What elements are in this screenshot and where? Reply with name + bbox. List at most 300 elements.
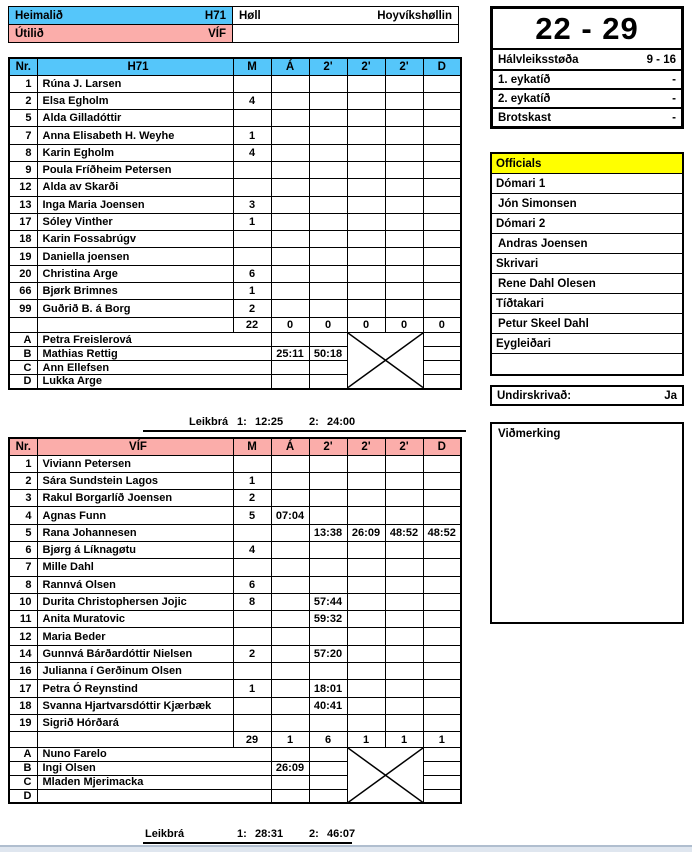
column-header: 2' <box>309 58 347 75</box>
totals-empty-cell <box>9 732 37 748</box>
stat-cell: 40:41 <box>309 697 347 714</box>
stat-cell <box>233 611 271 628</box>
column-header: 2' <box>385 438 423 455</box>
totals-cell: 1 <box>385 732 423 748</box>
column-header: Nr. <box>9 438 37 455</box>
leikbra-label: Leikbrá <box>189 416 229 428</box>
column-header: Nr. <box>9 58 37 75</box>
player-row <box>9 455 461 472</box>
penalty-throws-value: - <box>672 111 676 124</box>
player-number: 18 <box>9 697 37 714</box>
stat-cell <box>385 714 423 731</box>
bench-stat-cell <box>271 375 309 389</box>
stat-cell: 6 <box>233 265 271 282</box>
stat-cell: 2 <box>233 645 271 662</box>
stat-cell <box>385 490 423 507</box>
stat-cell <box>347 490 385 507</box>
bench-stat-cell <box>309 333 347 347</box>
stat-cell <box>385 300 423 317</box>
signature-value: Ja <box>664 389 677 402</box>
stat-cell <box>271 196 309 213</box>
hall-empty-cell <box>233 25 459 43</box>
overtime2-value: - <box>672 92 676 105</box>
bench-official-row <box>9 333 461 347</box>
totals-empty-cell <box>37 732 233 748</box>
player-name: Rana Johannesen <box>37 524 233 541</box>
player-name: Rúna J. Larsen <box>37 75 233 92</box>
player-name: Agnas Funn <box>37 507 233 524</box>
player-row <box>9 697 461 714</box>
bench-stat-cell <box>271 361 309 375</box>
stat-cell: 18:01 <box>309 680 347 697</box>
player-number: 1 <box>9 75 37 92</box>
player-name: Maria Beder <box>37 628 233 645</box>
stat-cell <box>385 507 423 524</box>
bench-stat-cell <box>423 761 461 775</box>
stat-cell <box>423 179 461 196</box>
player-row <box>9 144 461 161</box>
home-label: Heimalið <box>15 9 63 22</box>
stat-cell <box>271 265 309 282</box>
player-name: Bjørg á Líknagøtu <box>37 541 233 558</box>
stat-cell <box>233 714 271 731</box>
stat-cell: 1 <box>233 283 271 300</box>
leikbra-half2-value: 24:00 <box>327 416 356 428</box>
stat-cell <box>385 248 423 265</box>
totals-empty-cell <box>9 317 37 333</box>
column-header: Á <box>271 438 309 455</box>
stat-cell <box>385 576 423 593</box>
stat-cell <box>347 283 385 300</box>
totals-cell: 0 <box>385 317 423 333</box>
player-row <box>9 110 461 127</box>
remarks-box <box>490 422 684 624</box>
player-row <box>9 161 461 178</box>
stat-cell <box>271 576 309 593</box>
leikbra-half2-label: 2: <box>309 828 319 840</box>
leikbra-half2-label: 2: <box>309 416 319 428</box>
player-number: 10 <box>9 593 37 610</box>
player-number: 4 <box>9 507 37 524</box>
stat-cell: 4 <box>233 92 271 109</box>
roster-header-row <box>9 438 461 455</box>
player-name: Julianna í Gerðinum Olsen <box>37 663 233 680</box>
stat-cell <box>233 628 271 645</box>
bench-stat-cell <box>423 747 461 761</box>
stat-cell <box>423 472 461 489</box>
bench-stat-cell <box>271 789 309 803</box>
totals-row <box>9 317 461 333</box>
stat-cell <box>309 576 347 593</box>
official-role-label: Eygleiðari <box>492 334 682 354</box>
stat-cell <box>309 265 347 282</box>
bench-stat-cell <box>271 747 309 761</box>
stat-cell <box>385 628 423 645</box>
player-row <box>9 127 461 144</box>
leikbra-away <box>8 827 460 845</box>
stat-cell: 59:32 <box>309 611 347 628</box>
overtime1-label: 1. eykatíð <box>498 73 551 86</box>
player-name: Poula Fríðheim Petersen <box>37 161 233 178</box>
halftime-score-row <box>493 50 681 69</box>
player-row <box>9 645 461 662</box>
official-name: Andras Joensen <box>492 234 682 254</box>
stat-cell <box>233 231 271 248</box>
stat-cell <box>309 490 347 507</box>
overtime1-row <box>493 69 681 88</box>
stat-cell <box>271 75 309 92</box>
stat-cell <box>423 697 461 714</box>
stat-cell <box>347 472 385 489</box>
player-name: Gunnvá Bárðardóttir Nielsen <box>37 645 233 662</box>
stat-cell <box>347 680 385 697</box>
stat-cell <box>347 144 385 161</box>
stat-cell <box>309 213 347 230</box>
bench-stat-cell: 25:11 <box>271 347 309 361</box>
stat-cell <box>385 663 423 680</box>
player-number: 1 <box>9 455 37 472</box>
stat-cell <box>271 179 309 196</box>
stat-cell <box>309 161 347 178</box>
stat-cell <box>309 110 347 127</box>
stat-cell <box>423 611 461 628</box>
stat-cell <box>423 714 461 731</box>
player-name: Anita Muratovic <box>37 611 233 628</box>
remarks-label: Viðmerking <box>498 428 561 440</box>
stat-cell: 07:04 <box>271 507 309 524</box>
stat-cell <box>309 455 347 472</box>
overtime2-label: 2. eykatíð <box>498 92 551 105</box>
player-row <box>9 490 461 507</box>
player-number: 3 <box>9 490 37 507</box>
stat-cell <box>423 455 461 472</box>
stat-cell <box>271 144 309 161</box>
stat-cell <box>347 663 385 680</box>
stat-cell: 48:52 <box>423 524 461 541</box>
stat-cell <box>347 161 385 178</box>
stat-cell: 1 <box>233 213 271 230</box>
official-role-label: Skrivari <box>492 254 682 274</box>
stat-cell <box>347 92 385 109</box>
stat-cell <box>423 265 461 282</box>
stat-cell <box>423 92 461 109</box>
roster-table-home <box>8 57 462 390</box>
away-team-cell <box>9 25 233 43</box>
totals-cell: 29 <box>233 732 271 748</box>
player-name: Viviann Petersen <box>37 455 233 472</box>
player-number: 2 <box>9 92 37 109</box>
bench-code: D <box>9 789 37 803</box>
stat-cell: 8 <box>233 593 271 610</box>
signature-box <box>490 385 684 406</box>
leikbra-half1-label: 1: <box>237 416 247 428</box>
stat-cell <box>271 524 309 541</box>
stat-cell <box>347 645 385 662</box>
player-row <box>9 248 461 265</box>
player-row <box>9 507 461 524</box>
player-name: Rannvá Olsen <box>37 576 233 593</box>
leikbra-half1-label: 1: <box>237 828 247 840</box>
cross-out-icon <box>348 333 423 388</box>
bench-stat-cell <box>423 775 461 789</box>
stat-cell <box>271 680 309 697</box>
leikbra-underline <box>143 430 466 432</box>
stat-cell: 57:44 <box>309 593 347 610</box>
stat-cell <box>347 213 385 230</box>
totals-cell: 1 <box>271 732 309 748</box>
player-name: Rakul Borgarlíð Joensen <box>37 490 233 507</box>
roster-table-away <box>8 437 462 804</box>
column-header: D <box>423 438 461 455</box>
stat-cell <box>309 541 347 558</box>
stat-cell <box>385 611 423 628</box>
official-role-label: Tíðtakari <box>492 294 682 314</box>
stat-cell <box>385 161 423 178</box>
bench-code: A <box>9 333 37 347</box>
player-name: Christina Arge <box>37 265 233 282</box>
totals-cell: 1 <box>423 732 461 748</box>
player-number: 13 <box>9 196 37 213</box>
player-number: 11 <box>9 611 37 628</box>
roster-header-row <box>9 58 461 75</box>
bench-stat-cell: 26:09 <box>271 761 309 775</box>
bench-stat-cell <box>423 361 461 375</box>
stat-cell <box>423 144 461 161</box>
player-number: 20 <box>9 265 37 282</box>
stat-cell <box>347 196 385 213</box>
stat-cell <box>309 628 347 645</box>
player-number: 2 <box>9 472 37 489</box>
stat-cell <box>385 265 423 282</box>
stat-cell <box>271 283 309 300</box>
player-name: Mille Dahl <box>37 559 233 576</box>
bench-name: Ingi Olsen <box>37 761 271 775</box>
stat-cell <box>271 611 309 628</box>
stat-cell: 13:38 <box>309 524 347 541</box>
column-header: 2' <box>347 58 385 75</box>
player-name: Petra Ó Reynstind <box>37 680 233 697</box>
player-row <box>9 559 461 576</box>
stat-cell <box>385 75 423 92</box>
stat-cell <box>347 507 385 524</box>
stat-cell <box>271 714 309 731</box>
overtime2-row <box>493 88 681 107</box>
stat-cell: 57:20 <box>309 645 347 662</box>
stat-cell: 26:09 <box>347 524 385 541</box>
stat-cell <box>309 472 347 489</box>
player-name: Sóley Vinther <box>37 213 233 230</box>
stat-cell <box>385 455 423 472</box>
player-name: Sára Sundstein Lagos <box>37 472 233 489</box>
bench-code: C <box>9 775 37 789</box>
player-row <box>9 179 461 196</box>
player-row <box>9 541 461 558</box>
page-footer-strip <box>0 845 692 852</box>
stat-cell <box>309 144 347 161</box>
player-name: Sigrið Hórðará <box>37 714 233 731</box>
stat-cell: 3 <box>233 196 271 213</box>
column-header: H71 <box>37 58 233 75</box>
totals-cell: 0 <box>309 317 347 333</box>
player-row <box>9 576 461 593</box>
stat-cell <box>385 697 423 714</box>
player-number: 8 <box>9 144 37 161</box>
bench-code: A <box>9 747 37 761</box>
player-number: 12 <box>9 628 37 645</box>
stat-cell <box>347 559 385 576</box>
stat-cell <box>271 92 309 109</box>
player-row <box>9 300 461 317</box>
stat-cell <box>271 697 309 714</box>
stat-cell <box>309 179 347 196</box>
player-name: Karin Fossabrúgv <box>37 231 233 248</box>
stat-cell <box>271 231 309 248</box>
player-number: 16 <box>9 663 37 680</box>
player-number: 8 <box>9 576 37 593</box>
totals-empty-cell <box>37 317 233 333</box>
stat-cell <box>309 248 347 265</box>
player-row <box>9 92 461 109</box>
away-header-row <box>9 25 459 43</box>
leikbra-home <box>8 415 460 433</box>
player-number: 18 <box>9 231 37 248</box>
home-header-row <box>9 7 459 25</box>
halftime-value: 9 - 16 <box>646 53 676 66</box>
player-number: 5 <box>9 524 37 541</box>
player-row <box>9 231 461 248</box>
bench-code: C <box>9 361 37 375</box>
bench-name: Lukka Arge <box>37 375 271 389</box>
stat-cell <box>271 541 309 558</box>
column-header: Á <box>271 58 309 75</box>
column-header: VÍF <box>37 438 233 455</box>
player-number: 5 <box>9 110 37 127</box>
player-number: 7 <box>9 127 37 144</box>
signature-label: Undirskrivað: <box>497 389 572 402</box>
stat-cell <box>385 179 423 196</box>
stat-cell <box>423 75 461 92</box>
stat-cell <box>423 559 461 576</box>
official-name: Jón Simonsen <box>492 194 682 214</box>
bench-name: Mladen Mjerimacka <box>37 775 271 789</box>
stat-cell <box>233 663 271 680</box>
player-row <box>9 680 461 697</box>
totals-cell: 0 <box>347 317 385 333</box>
stat-cell <box>271 110 309 127</box>
away-team-name: VÍF <box>208 27 226 40</box>
bench-name: Nuno Farelo <box>37 747 271 761</box>
stat-cell <box>233 248 271 265</box>
bench-code: B <box>9 347 37 361</box>
stat-cell <box>271 472 309 489</box>
stat-cell <box>423 110 461 127</box>
crossed-out-cells <box>347 747 423 803</box>
stat-cell <box>309 92 347 109</box>
player-row <box>9 75 461 92</box>
hall-value: Hoyvíkshøllin <box>377 9 452 22</box>
officials-title: Officials <box>492 154 682 174</box>
stat-cell <box>423 645 461 662</box>
stat-cell: 6 <box>233 576 271 593</box>
bench-official-row <box>9 747 461 761</box>
leikbra-underline <box>143 842 352 844</box>
player-name: Elsa Egholm <box>37 92 233 109</box>
stat-cell <box>271 248 309 265</box>
bench-stat-cell <box>271 775 309 789</box>
stat-cell <box>385 196 423 213</box>
bench-name: Ann Ellefsen <box>37 361 271 375</box>
score-box <box>490 6 684 129</box>
bench-name <box>37 789 271 803</box>
stat-cell <box>385 593 423 610</box>
bench-stat-cell <box>309 361 347 375</box>
stat-cell <box>271 490 309 507</box>
stat-cell <box>271 300 309 317</box>
stat-cell: 2 <box>233 490 271 507</box>
stat-cell <box>423 507 461 524</box>
hall-cell <box>233 7 459 25</box>
column-header: 2' <box>309 438 347 455</box>
totals-cell: 0 <box>423 317 461 333</box>
bench-stat-cell: 50:18 <box>309 347 347 361</box>
stat-cell <box>271 127 309 144</box>
leikbra-label: Leikbrá <box>145 828 185 840</box>
totals-cell: 6 <box>309 732 347 748</box>
player-row <box>9 213 461 230</box>
bench-stat-cell <box>309 761 347 775</box>
stat-cell <box>385 110 423 127</box>
stat-cell <box>271 645 309 662</box>
player-name: Inga Maria Joensen <box>37 196 233 213</box>
cross-out-icon <box>348 748 423 803</box>
stat-cell <box>423 680 461 697</box>
stat-cell <box>233 75 271 92</box>
crossed-out-cells <box>347 333 423 389</box>
bench-name: Mathias Rettig <box>37 347 271 361</box>
stat-cell: 4 <box>233 541 271 558</box>
stat-cell <box>309 663 347 680</box>
bench-name: Petra Freislerová <box>37 333 271 347</box>
stat-cell <box>309 196 347 213</box>
stat-cell <box>233 697 271 714</box>
player-name: Karin Egholm <box>37 144 233 161</box>
leikbra-half1-value: 28:31 <box>255 828 284 840</box>
stat-cell <box>309 300 347 317</box>
player-row <box>9 593 461 610</box>
stat-cell <box>347 265 385 282</box>
player-number: 19 <box>9 714 37 731</box>
player-row <box>9 663 461 680</box>
totals-cell: 0 <box>271 317 309 333</box>
player-name: Bjørk Brimnes <box>37 283 233 300</box>
stat-cell <box>347 541 385 558</box>
stat-cell <box>233 524 271 541</box>
column-header: M <box>233 438 271 455</box>
bench-code: B <box>9 761 37 775</box>
stat-cell <box>423 663 461 680</box>
stat-cell <box>347 576 385 593</box>
stat-cell: 1 <box>233 127 271 144</box>
stat-cell <box>385 127 423 144</box>
stat-cell <box>347 110 385 127</box>
stat-cell <box>423 283 461 300</box>
player-name: Anna Elisabeth H. Weyhe <box>37 127 233 144</box>
stat-cell: 5 <box>233 507 271 524</box>
player-name: Svanna Hjartvarsdóttir Kjærbæk <box>37 697 233 714</box>
stat-cell <box>385 231 423 248</box>
stat-cell <box>347 231 385 248</box>
stat-cell <box>423 541 461 558</box>
